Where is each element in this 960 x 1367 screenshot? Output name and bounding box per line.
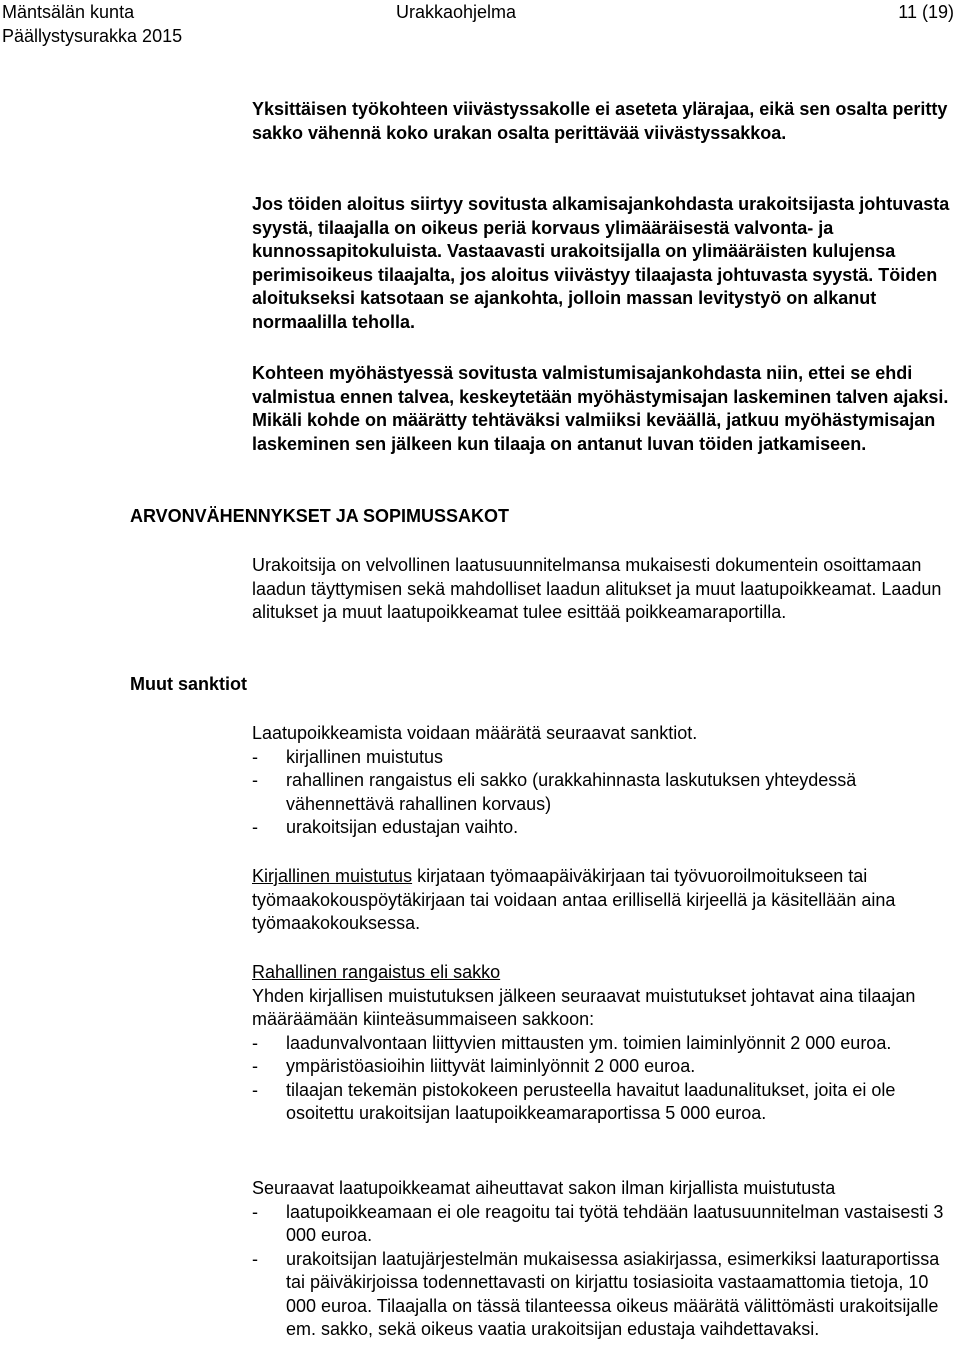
sanctions-block <box>252 722 957 840</box>
paragraph-completion-delay: Kohteen myöhästyessä sovitusta valmistumisajankohdasta niin, ettei se ehdi valmistua ennen talvea, keskeytetään myöhästymisajan laskeminen talven ajaksi. Mikäli kohde on määrätty tehtäväksi valmiiksi keväällä, jatkuu myöhästymisajan laskeminen sen jälkeen kun tilaaja on antanut luvan töiden jatkamiseen. <box>252 363 949 454</box>
header-project: Päällystysurakka 2015 <box>2 26 183 46</box>
list-item: - rahallinen rangaistus eli sakko (urakkahinnasta laskutuksen yhteydessä vähennettävä rahallinen korvaus) <box>252 770 857 814</box>
list-dash: - <box>252 817 258 837</box>
list-item: - tilaajan tekemän pistokokeen perusteella havaitut laadunalitukset, joita ei ole osoitettu urakoitsijan laatupoikkeamaraportissa 5 000 euroa. <box>252 1079 896 1123</box>
list-item: - laadunvalvontaan liittyvien mittausten ym. toimien laiminlyönnit 2 000 euroa. <box>252 1032 957 1056</box>
paragraph-start-delay: Jos töiden aloitus siirtyy sovitusta alkamisajankohdasta urakoitsijasta johtuvasta syystä, tilaajalla on oikeus periä korvaus ylimääräisestä valvonta- ja kunnossapitokuluista. Vastaavasti urakoitsijalla on ylimääräisten kulujensa perimisoikeus tilaajalta, jos aloitus viivästyy tilaajasta johtuvasta syystä. Töiden aloitukseksi katsotaan se ajankohta, jolloin massan levitystyö on alkanut normaalilla teholla. <box>252 194 950 332</box>
list-dash: - <box>252 1079 258 1100</box>
term-written-reminder: Kirjallinen muistutus <box>252 866 413 886</box>
header-doc-title: Urakkaohjelma <box>396 2 517 22</box>
section-heading: ARVONVÄHENNYKSET JA SOPIMUSSAKOT <box>130 506 510 526</box>
list-item: - urakoitsijan laatujärjestelmän mukaisessa asiakirjassa, esimerkiksi laaturaportissa tai päiväkirjoissa todennettavasti on kirjattu tosiasioita vastaamattomia tietoja, 10 000 euroa. Tilaajalla on tässä tilanteessa oikeus määrätä välittömästi urakoitsijalle em. sakko, sekä oikeus vaatia urakoitsijan edustaja vaihdettavaksi. <box>252 1248 940 1339</box>
no-reminder-intro: Seuraavat laatupoikkeamat aiheuttavat sakon ilman kirjallista muistutusta <box>252 1178 836 1198</box>
paragraph-penalty-limit: Yksittäisen työkohteen viivästyssakolle ei aseteta ylärajaa, eikä sen osalta peritty sakko vähennä koko urakan osalta perittävää viivästyssakkoa. <box>252 99 948 143</box>
list-dash: - <box>252 1056 258 1076</box>
paragraph-quality-documentation: Urakoitsija on velvollinen laatusuunnitelmansa mukaisesti dokumentein osoittamaan laadun täyttymisen sekä mahdolliset laadun alitukset ja muut laatupoikkeamat. Laadun alitukset ja muut laatupoikkeamat tulee esittää poikkeamaraportilla. <box>252 555 942 622</box>
no-reminder-block <box>252 1177 957 1342</box>
list-dash: - <box>252 746 258 767</box>
term-fine: Rahallinen rangaistus eli sakko <box>252 962 501 982</box>
list-dash: - <box>252 1201 258 1222</box>
fine-block <box>252 961 957 1126</box>
list-dash: - <box>252 770 258 790</box>
list-item: - urakoitsijan edustajan vaihto. <box>252 816 957 840</box>
paragraph-written-reminder: Kirjallinen muistutus kirjataan työmaapäiväkirjaan tai työvuoroilmoitukseen tai työmaakokouspöytäkirjaan tai voidaan antaa erillisellä kirjeellä ja käsitellään aina työmaakokouksessa. <box>252 866 896 933</box>
header-page-number: 11 (19) <box>898 2 954 22</box>
list-item: - kirjallinen muistutus <box>252 746 957 770</box>
fine-intro: Yhden kirjallisen muistutuksen jälkeen seuraavat muistutukset johtavat aina tilaajan määräämään kiinteäsummaiseen sakkoon: <box>252 985 916 1029</box>
list-item: - ympäristöasioihin liittyvät laiminlyönnit 2 000 euroa. <box>252 1055 957 1079</box>
list-dash: - <box>252 1248 258 1269</box>
list-dash: - <box>252 1032 258 1053</box>
side-heading-other-sanctions: Muut sanktiot <box>130 674 247 694</box>
list-item: - laatupoikkeamaan ei ole reagoitu tai työtä tehdään laatusuunnitelman vastaisesti 3 000 euroa. <box>252 1201 944 1245</box>
header-org: Mäntsälän kunta <box>2 2 135 22</box>
sanctions-intro: Laatupoikkeamista voidaan määrätä seuraavat sanktiot. <box>252 723 698 743</box>
